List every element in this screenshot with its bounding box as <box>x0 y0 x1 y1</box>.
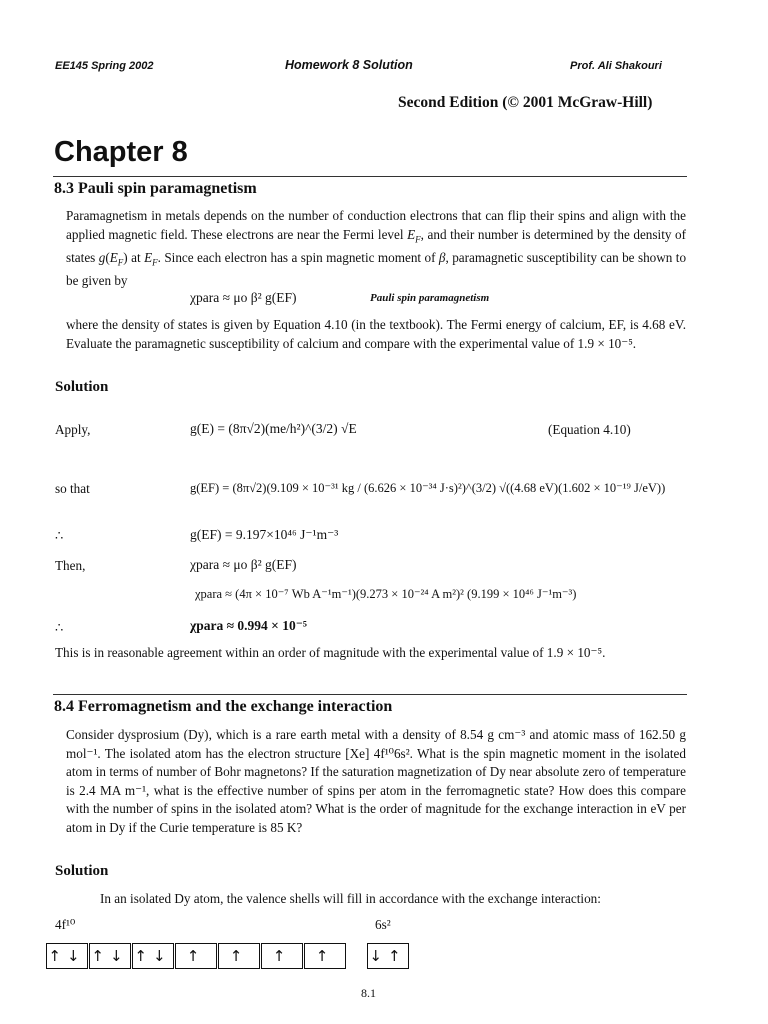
label-4f: 4f¹⁰ <box>55 917 76 932</box>
section-8-3-intro: Paramagnetism in metals depends on the number of conduction electrons that can flip their spins and align with the applied magnetic field. These electrons are near the Fermi level $E_F$, and their number is determined by the density of states $g(E_F)$ at $E_F$. Since each electron has a spin magnetic moment of β, paramagnetic susceptibility can be shown to be given by <box>66 208 687 289</box>
equation-density-of-states: g(E) = (8π√2)(me/h²)^(3/2) √E <box>190 421 357 436</box>
section-8-4-question: Consider dysprosium (Dy), which is a rare earth metal with a density of 8.54 g cm⁻³ and atomic mass of 162.50 g mol⁻¹. The isolated atom has the electron structure [Xe] 4f¹⁰6s². What is the spin magnetic moment in the isolated atom in terms of number of Bohr magnetons? If the saturation magnetization of Dy near absolute zero of temperature is 2.4 MA m⁻¹, what is the effective number of spins per atom in the ferromagnetic state? How does this compare with the number of spins in the isolated atom? What is the order of magnitude for the exchange interaction in eV per atom in Dy if the Curie temperature is 85 K? <box>66 727 686 835</box>
header-title: Homework 8 Solution <box>285 58 413 72</box>
equation-chi-general: χpara ≈ μo β² g(EF) <box>190 557 297 572</box>
label-so-that: so that <box>55 481 90 496</box>
orbital-box-diagram <box>46 943 410 969</box>
equation-reference: (Equation 4.10) <box>548 422 631 437</box>
orbital-box-4f-1: ↑↓ <box>46 943 88 969</box>
conclusion-8-3: This is in reasonable agreement within an order of magnitude with the experimental value of 1.9 × 10⁻⁵. <box>55 645 606 660</box>
equation-result-g: g(EF) = 9.197×10⁴⁶ J⁻¹m⁻³ <box>190 527 339 542</box>
orbital-box-6s: ↓↑ <box>367 943 409 969</box>
edition-note: Second Edition (© 2001 McGraw-Hill) <box>398 94 653 111</box>
header-course: EE145 Spring 2002 <box>55 60 154 72</box>
orbital-box-4f-2: ↑↓ <box>89 943 131 969</box>
therefore-symbol-1: ∴ <box>55 528 64 543</box>
divider <box>53 694 687 695</box>
header-prof: Prof. Ali Shakouri <box>570 60 662 72</box>
equation-substitution: g(EF) = (8π√2)(9.109 × 10⁻³¹ kg / (6.626 × 10⁻³⁴ J·s)²)^(3/2) √((4.68 eV)(1.602 × 10⁻¹⁹ J/eV)) <box>190 481 666 495</box>
label-apply: Apply, <box>55 422 91 437</box>
label-6s: 6s² <box>375 917 391 932</box>
solution-heading-8-4: Solution <box>55 863 109 879</box>
chapter-title: Chapter 8 <box>54 136 188 168</box>
orbital-box-4f-6: ↑ <box>261 943 303 969</box>
label-then: Then, <box>55 558 86 573</box>
equation-label: Pauli spin paramagnetism <box>370 292 490 304</box>
orbital-box-4f-3: ↑↓ <box>132 943 174 969</box>
orbital-box-4f-4: ↑ <box>175 943 217 969</box>
section-8-4-solution-text: In an isolated Dy atom, the valence shells will fill in accordance with the exchange interaction: <box>100 891 601 906</box>
orbital-box-4f-7: ↑ <box>304 943 346 969</box>
page-number: 8.1 <box>361 986 376 1000</box>
equation-pauli: χpara ≈ μo β² g(EF) <box>190 290 297 305</box>
section-title-8-3: 8.3 Pauli spin paramagnetism <box>54 180 257 197</box>
equation-chi-final: χpara ≈ 0.994 × 10⁻⁵ <box>190 618 307 633</box>
divider <box>53 176 687 177</box>
equation-chi-numeric: χpara ≈ (4π × 10⁻⁷ Wb A⁻¹m⁻¹)(9.273 × 10⁻²⁴ A m²)² (9.199 × 10⁴⁶ J⁻¹m⁻³) <box>195 587 577 601</box>
therefore-symbol-2: ∴ <box>55 620 64 635</box>
solution-heading-8-3: Solution <box>55 379 109 395</box>
section-8-3-question: where the density of states is given by Equation 4.10 (in the textbook). The Fermi energy of calcium, EF, is 4.68 eV. Evaluate the paramagnetic susceptibility of calcium and compare with the experimental value of 1.9 × 10⁻⁵. <box>66 317 686 351</box>
section-title-8-4: 8.4 Ferromagnetism and the exchange interaction <box>54 698 393 715</box>
orbital-box-4f-5: ↑ <box>218 943 260 969</box>
